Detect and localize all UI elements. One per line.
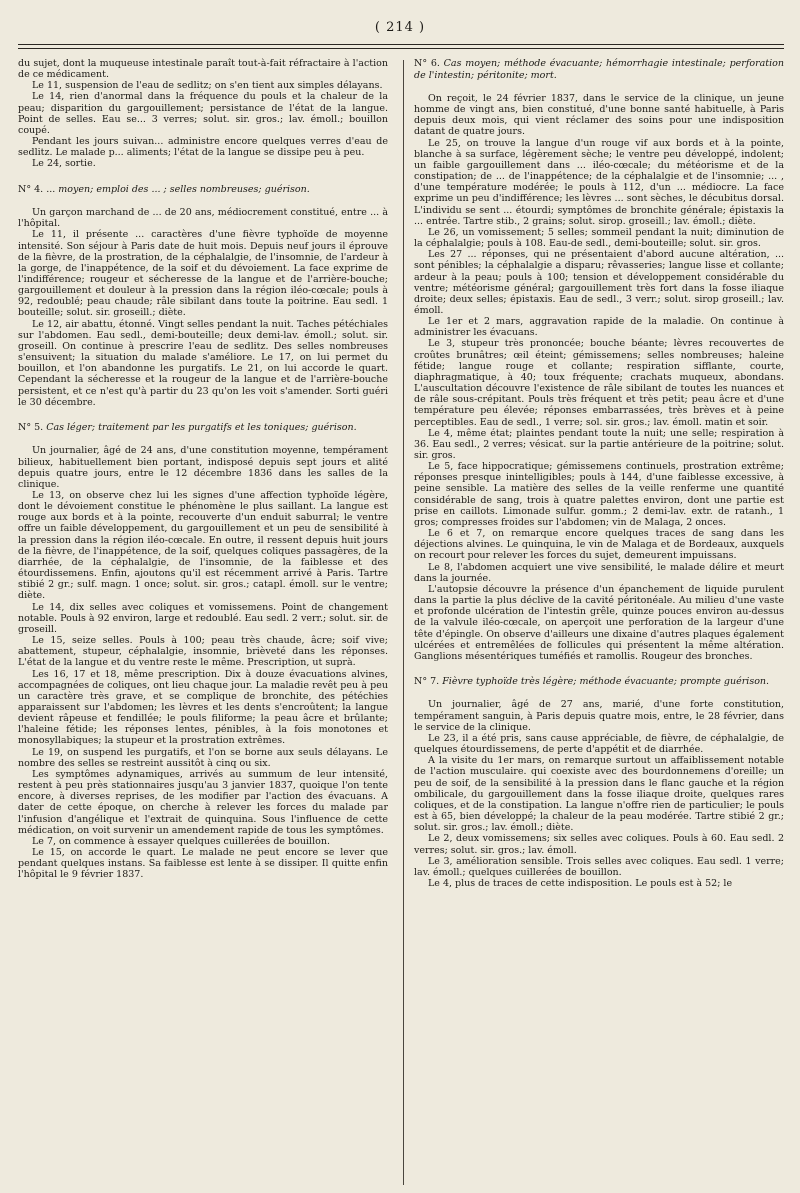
paragraph: Le 15, on accorde le quart. Le malade ne peut encore se lever que pendant quelques instans. Sa faiblesse est lente à se dissiper. Il quitte enfin l'hôpital le 9 février 1837. xyxy=(18,847,388,881)
paragraph: Les 27 ... réponses, qui ne présentaient d'abord aucune altération, ... sont pénibles; la céphalalgie a disparu; rêvasseries; langue lisse et collante; ardeur à la peau; pouls à 100; tension et développement considérable du ventre; météorisme général; gargouillement très fort dans la fosse iliaque droite; deux selles; épistaxis. Eau de sedl., 3 verr.; solut. sirop groseill.; lav. émoll. xyxy=(414,249,784,316)
case-heading xyxy=(414,58,784,81)
case-heading xyxy=(18,184,388,196)
paragraph: Le 4, plus de traces de cette indisposition. Le pouls est à 52; le xyxy=(428,877,733,889)
paragraph: Le 14, dix selles avec coliques et vomissemens. Point de changement notable. Pouls à 92 environ, large et redoublé. Eau sedl. 2 verr.; solut. sir. de groseill. xyxy=(18,601,388,635)
paragraph: Le 14, rien d'anormal dans la fréquence du pouls et la chaleur de la peau; disparition du gargouillement; persistance de l'état de la langue. Point de selles. Eau se... 3 verres; solut. sir. gros.; lav. émoll.; bouillon coupé. xyxy=(18,91,388,136)
page-number: ( 214 ) xyxy=(374,20,426,35)
case-title: Cas léger; traitement par les purgatifs et les toniques; guérison. xyxy=(46,421,357,433)
case-number: N° 6. xyxy=(414,58,440,69)
paragraph: Pendant les jours suivan... administre encore quelques verres d'eau de sedlitz. Le malade p... aliments; l'état de la langue se dissipe peu à peu. xyxy=(18,136,388,159)
case-number: N° 5. xyxy=(18,421,44,433)
paragraph: Le 15, seize selles. Pouls à 100; peau très chaude, âcre; soif vive; abattement, stupeur, céphalalgie, insomnie, brièveté dans les réponses. L'état de la langue et du ventre reste le même. Prescription, ut suprà. xyxy=(18,635,388,669)
right-column xyxy=(414,58,784,1188)
paragraph: Un journalier, âgé de 27 ans, marié, d'une forte constitution, tempérament sanguin, à Paris depuis quatre mois, entre, le 28 février, dans le service de la clinique. xyxy=(414,699,784,733)
paragraph: Le 2, deux vomissemens; six selles avec coliques. Pouls à 60. Eau sedl. 2 verres; solut. sir. gros.; lav. émoll. xyxy=(414,833,784,856)
case-number: N° 4. xyxy=(18,183,44,195)
case-number: N° 7. xyxy=(414,675,440,687)
case-title: ... moyen; emploi des ... ; selles nombreuses; guérison. xyxy=(46,183,310,195)
paragraph: Le 23, il a été pris, sans cause appréciable, de fièvre, de céphalalgie, de quelques étourdissemens, de perte d'appétit et de diarrhée. xyxy=(414,732,784,756)
paragraph: Les symptômes adynamiques, arrivés au summum de leur intensité, restent à peu près stationnaires jusqu'au 3 janvier 1837, quoique l'on tente encore, à diverses reprises, de les modifier par l'action des évacuans. A dater de cette époque, on cherche à relever les forces du malade par l'infusion d'angélique et l'extrait de quinquina. Sous l'influence de cette médication, on voit survenir un amendement rapide de tous les symptômes. xyxy=(18,768,388,836)
paragraph: Le 24, sortie. xyxy=(32,158,96,170)
paragraph: Le 12, air abattu, étonné. Vingt selles pendant la nuit. Taches pétéchiales sur l'abdomen. Eau sedl., demi-bouteille; deux demi-lav. émoll.; solut. sir. groseill. On continue à prescrire l'eau de sedlitz. Des selles nombreuses s'ensuivent; la situation du malade s'améliore. Le 17, on lui permet du bouillon, et l'on abandonne les purgatifs. Le 21, on lui accorde le quart. Cependant la sécheresse et la rougeur de la langue et de l'arrière-bouche persistent, et ce n'est qu'à partir du 23 qu'on les voit s'amender. Sorti guéri le 30 décembre. xyxy=(18,318,388,408)
paragraph: Le 8, l'abdomen acquiert une vive sensibilité, le malade délire et meurt dans la journée. xyxy=(414,561,784,584)
paragraph: Le 13, on observe chez lui les signes d'une affection typhoïde légère, dont le dévoiement constitue le phénomène le plus saillant. La langue est rouge aux bords et à la pointe, recouverte d'un enduit saburral; le ventre offre un faible développement, du gargouillement et un peu de sensibilité à la pression dans la région iléo-cœcale. En outre, il ressent depuis huit jours de la fièvre, de l'inappétence, de la soif, quelques coliques passagères, de la diarrhée, de la céphalalgie, de l'insomnie, de la faiblesse et des étourdissemens. Enfin, ajoutons qu'il est récemment arrivé à Paris. Tartre stibié 2 gr.; sulf. magn. 1 once; solut. sir. gros.; catapl. émoll. sur le ventre; diète. xyxy=(18,490,388,602)
case-heading xyxy=(18,422,388,434)
top-rule-thin xyxy=(18,48,784,49)
paragraph: Le 1er et 2 mars, aggravation rapide de la maladie. On continue à administrer les évacuans. xyxy=(414,316,784,339)
case-title: Cas moyen; méthode évacuante; hémorrhagie intestinale; perforation de l'intestin; péritonite; mort. xyxy=(414,58,784,81)
top-rule xyxy=(18,44,784,45)
paragraph: On reçoit, le 24 février 1837, dans le service de la clinique, un jeune homme de vingt ans, bien constitué, d'une bonne santé habituelle, à Paris depuis deux mois, qui vient réclamer des soins pour une indisposition datant de quatre jours. xyxy=(414,93,784,138)
paragraph: L'autopsie découvre la présence d'un épanchement de liquide purulent dans la partie la plus déclive de la cavité péritonéale. Au milieu d'une vaste et profonde ulcération de l'intestin grêle, quinze pouces environ au-dessus de la valvule iléo-cœcale, on aperçoit une perforation de la largeur d'une tête d'épingle. On observe d'ailleurs une dixaine d'autres plaques également ulcérées et entremêlées de follicules qui présentent la même altération. Ganglions mésentériques tuméfiés et ramollis. Rougeur des bronches. xyxy=(414,583,784,662)
paragraph: Le 7, on commence à essayer quelques cuillerées de bouillon. xyxy=(32,835,330,847)
paragraph: Le 5, face hippocratique; gémissemens continuels, prostration extrême; réponses presque inintelligibles; pouls à 144, d'une faiblesse excessive, à peine sensible. La matière des selles de la veille renferme une quantité considérable de sang, trois à quatre palettes environ, dont une partie est prise en caillots. Limonade sulfur. gomm.; 2 demi-lav. extr. de ratanh., 1 gros; compresses froides sur l'abdomen; vin de Malaga, 2 onces. xyxy=(414,461,784,528)
paragraph: Le 19, on suspend les purgatifs, et l'on se borne aux seuls délayans. Le nombre des selles se restreint aussitôt à cinq ou six. xyxy=(18,746,388,769)
paragraph: Un journalier, âgé de 24 ans, d'une constitution moyenne, tempérament bilieux, habituellement bien portant, indisposé depuis sept jours et alité depuis quatre jours, entre le 12 décembre 1836 dans les salles de la clinique. xyxy=(18,445,388,490)
paragraph: du sujet, dont la muqueuse intestinale paraît tout-à-fait réfractaire à l'action de ce médicament. xyxy=(18,58,388,81)
paragraph: A la visite du 1er mars, on remarque surtout un affaiblissement notable de l'action musculaire. qui coexiste avec des bourdonnemens d'oreille; un peu de soif, de la sensibilité à la pression dans le flanc gauche et la région ombilicale, du gargouillement dans la fosse iliaque droite, quelques rares coliques, et de la constipation. La langue n'offre rien de particulier; le pouls est à 65, bien développé; la chaleur de la peau modérée. Tartre stibié 2 gr.; solut. sir. gros.; lav. émoll.; diète. xyxy=(414,755,784,834)
paragraph: Le 3, amélioration sensible. Trois selles avec coliques. Eau sedl. 1 verre; lav. émoll.; quelques cuillerées de bouillon. xyxy=(414,855,784,878)
column-divider xyxy=(403,60,404,1185)
paragraph: Un garçon marchand de ... de 20 ans, médiocrement constitué, entre ... à l'hôpital. xyxy=(18,207,388,230)
paragraph: Les 16, 17 et 18, même prescription. Dix à douze évacuations alvines, accompagnées de coliques, ont lieu chaque jour. La maladie revêt peu à peu un caractère très grave, et se complique de bronchite, des pétéchies apparaissent sur l'abdomen; les lèvres et les dents s'encroûtent; la langue devient râpeuse et fendillée; le pouls filiforme; la peau âcre et brûlante; l'haleine fétide; les réponses lentes, pénibles, à la fois monotones et monosyllabiques; la stupeur et la prostration extrêmes. xyxy=(18,668,388,747)
paragraph: Le 6 et 7, on remarque encore quelques traces de sang dans les déjections alvines. Le quinquina, le vin de Malaga et de Bordeaux, auxquels on recourt pour relever les forces du sujet, demeurent impuissans. xyxy=(414,528,784,562)
paragraph: Le 11, suspension de l'eau de sedlitz; on s'en tient aux simples délayans. xyxy=(32,80,383,92)
left-column xyxy=(18,58,388,1188)
paragraph: Le 11, il présente ... caractères d'une fièvre typhoïde de moyenne intensité. Son séjour à Paris date de huit mois. Depuis neuf jours il éprouve de la fièvre, de la prostration, de la céphalalgie, de l'insomnie, de l'ardeur à la gorge, de l'inappétence, de la soif et du dévoiement. La face exprime de l'indifférence; rougeur et sécheresse de la langue et de l'arrière-bouche; gargouillement et douleur à la pression dans la région iléo-cœcale; pouls à 92, redoublé; peau chaude; râle sibilant dans toute la poitrine. Eau sedl. 1 bouteille; solut. sir. groseill.; diète. xyxy=(18,229,388,319)
paragraph: Le 26, un vomissement; 5 selles; sommeil pendant la nuit; diminution de la céphalalgie; pouls à 108. Eau-de sedl., demi-bouteille; solut. sir. gros. xyxy=(414,226,784,250)
case-heading xyxy=(414,676,784,688)
paragraph: Le 4, même état; plaintes pendant toute la nuit; une selle; respiration à 36. Eau sedl., 2 verres; vésicat. sur la partie antérieure de la poitrine; solut. sir. gros. xyxy=(414,427,784,461)
case-title: Fièvre typhoïde très légère; méthode évacuante; prompte guérison. xyxy=(442,675,770,687)
paragraph: Le 3, stupeur très prononcée; bouche béante; lèvres recouvertes de croûtes brunâtres; œil éteint; gémissemens; selles nombreuses; haleine fétide; langue rouge et collante; respiration sifflante, courte, diaphragmatique, à 40; toux fréquente; crachats muqueux, abondans. L'auscultation découvre l'existence de râle sibilant de toutes les nuances et de râle sous-crépitant. Pouls très fréquent et très petit; peau âcre et d'une température peu élevée; réponses embarrassées, très brèves et à peine perceptibles. Eau de sedl., 1 verre; sol. sir. gros.; lav. émoll. matin et soir. xyxy=(414,338,784,428)
paragraph: Le 25, on trouve la langue d'un rouge vif aux bords et à la pointe, blanche à sa surface, légèrement sèche; le ventre peu développé, indolent; un faible gargouillement dans ... iléo-cœcale; du météorisme et de la constipation; de ... de l'inappétence; de la céphalalgie et de l'insomnie; ... , d'une température modérée; le pouls à 112, d'un ... médiocre. La face exprime un peu d'indifférence; les lèvres ... sont sèches, le décubitus dorsal. L'individu se sent ... étourdi; symptômes de bronchite générale; épistaxis la ... entrée. Tartre stib., 2 grains; solut. sirop. groseill.; lav. émoll.; diète. xyxy=(414,137,784,227)
